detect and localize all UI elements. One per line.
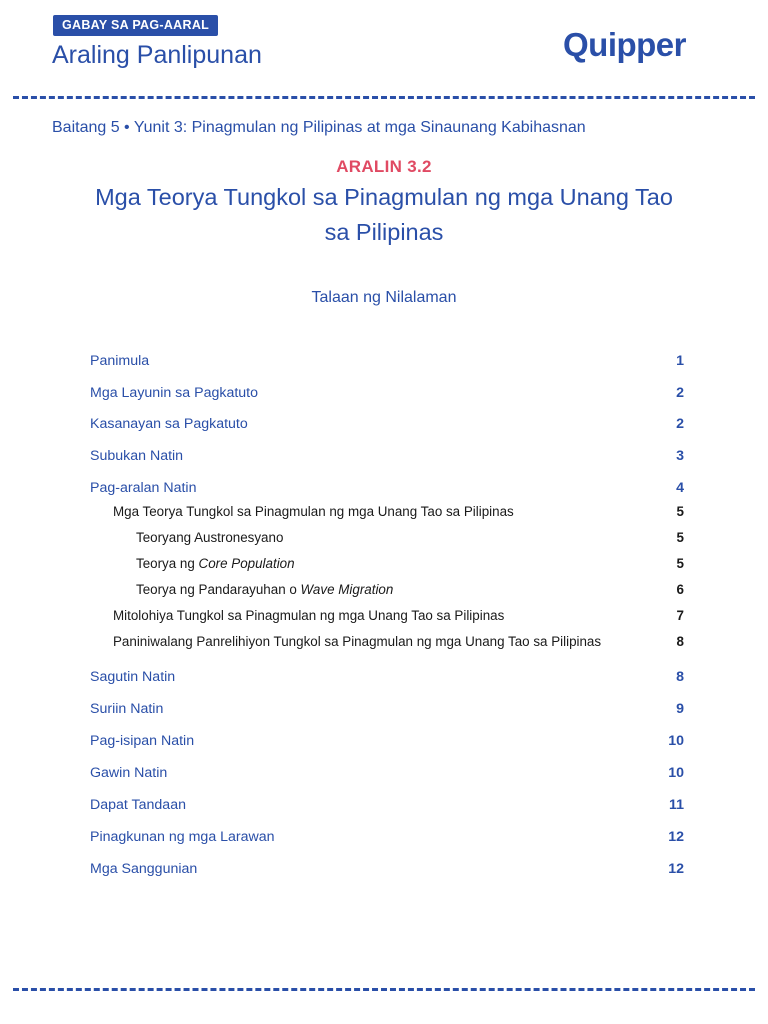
- toc-entry-page: 8: [676, 634, 684, 649]
- toc-entry-label: Gawin Natin: [90, 765, 168, 781]
- guide-badge: GABAY SA PAG-AARAL: [53, 15, 218, 36]
- lesson-label: ARALIN 3.2: [336, 157, 432, 176]
- toc-entry-dapat-tandaan[interactable]: [90, 795, 684, 815]
- toc-entry-subukan-natin[interactable]: [90, 446, 684, 466]
- toc-entry-page: 5: [676, 556, 684, 571]
- toc-entry-label: [136, 554, 295, 574]
- toc-entry-label: Dapat Tandaan: [90, 797, 186, 813]
- toc-entry-label: Mitolohiya Tungkol sa Pinagmulan ng mga Unang Tao sa Pilipinas: [113, 608, 505, 623]
- toc-entry-label: Suriin Natin: [90, 701, 164, 717]
- toc-entry-pag-aralan-natin[interactable]: [90, 478, 684, 498]
- toc-entry-mga-teorya[interactable]: [113, 502, 684, 522]
- toc-entry-label: Pinagkunan ng mga Larawan: [90, 829, 275, 845]
- toc-entry-sagutin-natin[interactable]: [90, 667, 684, 687]
- toc-entry-gawin-natin[interactable]: [90, 763, 684, 783]
- toc-entry-label: Paniniwalang Panrelihiyon Tungkol sa Pinagmulan ng mga Unang Tao sa Pilipinas: [113, 634, 602, 649]
- toc-entry-label: [136, 580, 393, 600]
- toc-entry-page: 7: [676, 608, 684, 623]
- toc-entry-page: 5: [676, 530, 684, 545]
- toc-entry-panimula[interactable]: [90, 351, 684, 371]
- toc-entry-page: 9: [676, 701, 684, 717]
- toc-entry-page: 5: [676, 504, 684, 519]
- toc-entry-kasanayan[interactable]: [90, 414, 684, 434]
- toc-entry-label: Sagutin Natin: [90, 669, 176, 685]
- toc-entry-page: 2: [676, 416, 684, 432]
- toc-entry-label: Panimula: [90, 353, 150, 369]
- toc-entry-mga-layunin[interactable]: [90, 383, 684, 403]
- toc-entry-label-emphasis: Core Population: [198, 556, 295, 571]
- toc-entry-label-main: Teorya ng: [136, 556, 199, 571]
- quipper-logo: Quipper: [563, 26, 687, 63]
- toc-entry-teoryang-austronesyano[interactable]: [136, 528, 684, 548]
- toc-entry-page: 10: [668, 765, 684, 781]
- toc-entry-page: 12: [668, 861, 684, 877]
- toc-entry-page: 10: [668, 733, 684, 749]
- toc-entry-page: 11: [669, 797, 684, 813]
- toc-entry-pinagkunan[interactable]: [90, 827, 684, 847]
- lesson-title: Mga Teorya Tungkol sa Pinagmulan ng mga Unang Tao sa Pilipinas: [95, 184, 673, 245]
- toc-entry-label: Kasanayan sa Pagkatuto: [90, 416, 248, 432]
- toc-entry-wave-migration[interactable]: [136, 580, 684, 600]
- toc-entry-label-main: Teorya ng Pandarayuhan o: [136, 582, 301, 597]
- bottom-divider: [13, 988, 755, 991]
- toc-entry-label: Teoryang Austronesyano: [136, 530, 284, 545]
- toc-entry-label: Mga Sanggunian: [90, 861, 198, 877]
- toc-entry-page: 6: [676, 582, 684, 597]
- toc-heading: Talaan ng Nilalaman: [311, 289, 457, 306]
- toc-entry-core-population[interactable]: [136, 554, 684, 574]
- toc-entry-paniniwalang-panrelihiyon[interactable]: [113, 632, 684, 652]
- toc-entry-page: 2: [676, 385, 684, 401]
- toc-entry-label: Pag-isipan Natin: [90, 733, 195, 749]
- toc-entry-page: 12: [668, 829, 684, 845]
- toc-entry-label: Subukan Natin: [90, 448, 184, 464]
- breadcrumb: Baitang 5 • Yunit 3: Pinagmulan ng Pilipinas at mga Sinaunang Kabihasnan: [52, 119, 586, 136]
- toc-entry-label-emphasis: Wave Migration: [300, 582, 394, 597]
- toc-entry-page: 8: [676, 669, 684, 685]
- toc-entry-label: Mga Layunin sa Pagkatuto: [90, 385, 258, 401]
- toc-entry-page: 1: [676, 353, 684, 369]
- toc-entry-label: Pag-aralan Natin: [90, 480, 197, 496]
- toc-entry-suriin-natin[interactable]: [90, 699, 684, 719]
- toc-entry-mga-sanggunian[interactable]: [90, 859, 684, 879]
- toc-entry-label: Mga Teorya Tungkol sa Pinagmulan ng mga Unang Tao sa Pilipinas: [113, 504, 514, 519]
- toc-entry-page: 3: [676, 448, 684, 464]
- toc-entry-page: 4: [676, 480, 684, 496]
- toc-entry-mitolohiya[interactable]: [113, 606, 684, 626]
- subject-title: Araling Panlipunan: [52, 41, 262, 69]
- toc-entry-pag-isipan-natin[interactable]: [90, 731, 684, 751]
